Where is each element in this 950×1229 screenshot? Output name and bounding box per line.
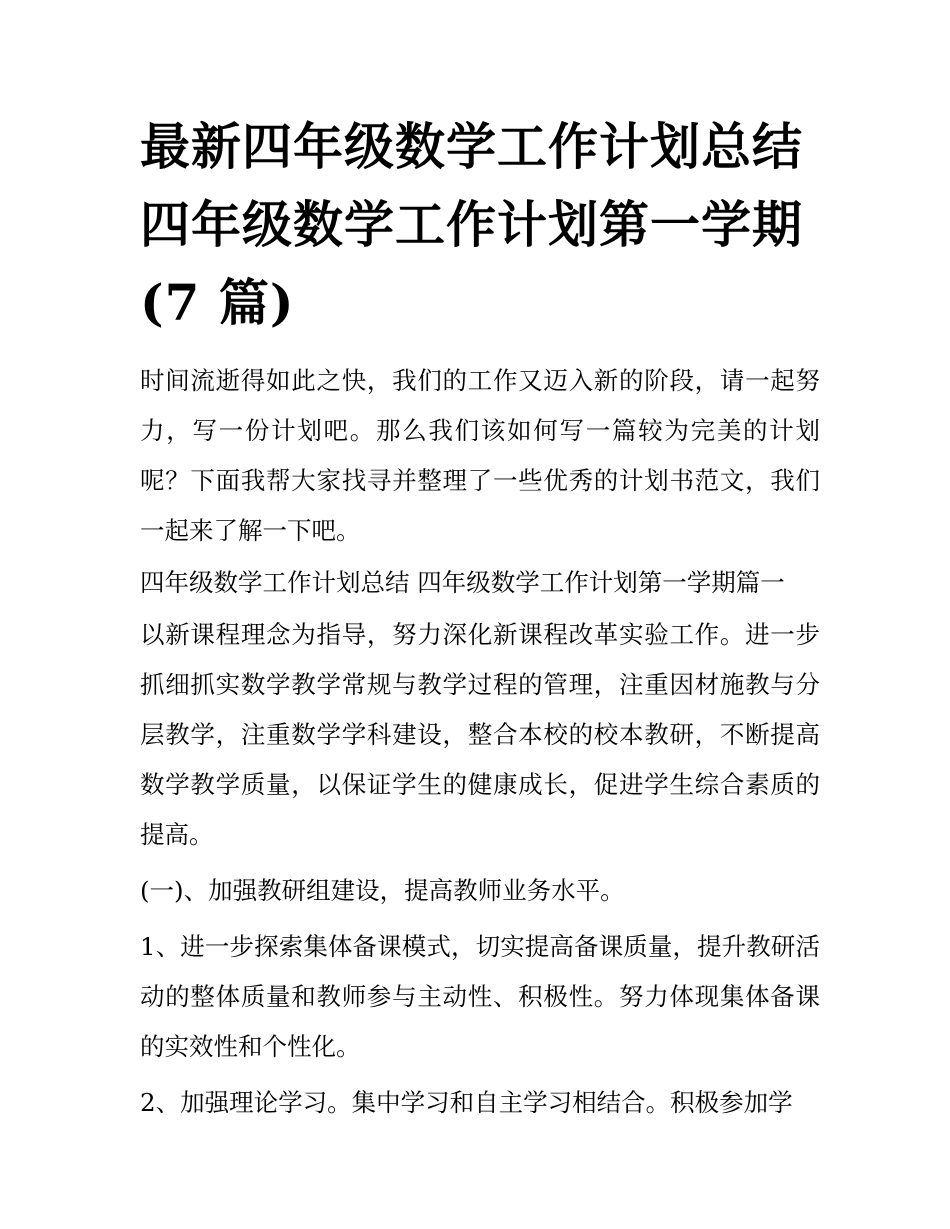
document-page — [140, 108, 820, 1134]
guideline-paragraph: 以新课程理念为指导，努力深化新课程改革实验工作。进一步抓细抓实数学教学常规与教学过程的管理，注重因材施教与分层教学，注重数学学科建设，整合本校的校本教研，不断提高数学教学质量，以保证学生的健康成长，促进学生综合素质的提高。 — [140, 620, 820, 849]
item-1-paragraph: 1、进一步探索集体备课模式，切实提高备课质量，提升教研活动的整体质量和教师参与主动性、积极性。努力体现集体备课的实效性和个性化。 — [140, 932, 820, 1061]
title-line-2: 四年级数学工作计划第一学期 — [140, 195, 803, 254]
title-line-1: 最新四年级数学工作计划总结 — [140, 117, 803, 176]
document-body — [140, 356, 820, 1128]
section-heading: 四年级数学工作计划总结 四年级数学工作计划第一学期篇一 — [140, 568, 785, 597]
intro-paragraph: 时间流逝得如此之快，我们的工作又迈入新的阶段，请一起努力，写一份计划吧。那么我们该如何写一篇较为完美的计划呢？下面我帮大家找寻并整理了一些优秀的计划书范文，我们一起来了解一下吧。 — [140, 366, 820, 545]
document-title — [140, 108, 820, 342]
item-2-paragraph: 2、加强理论学习。集中学习和自主学习相结合。积极参加学 — [140, 1088, 793, 1117]
subheading-paragraph: (一)、加强教研组建设，提高教师业务水平。 — [140, 876, 625, 905]
title-line-3: (7 篇) — [140, 273, 295, 332]
